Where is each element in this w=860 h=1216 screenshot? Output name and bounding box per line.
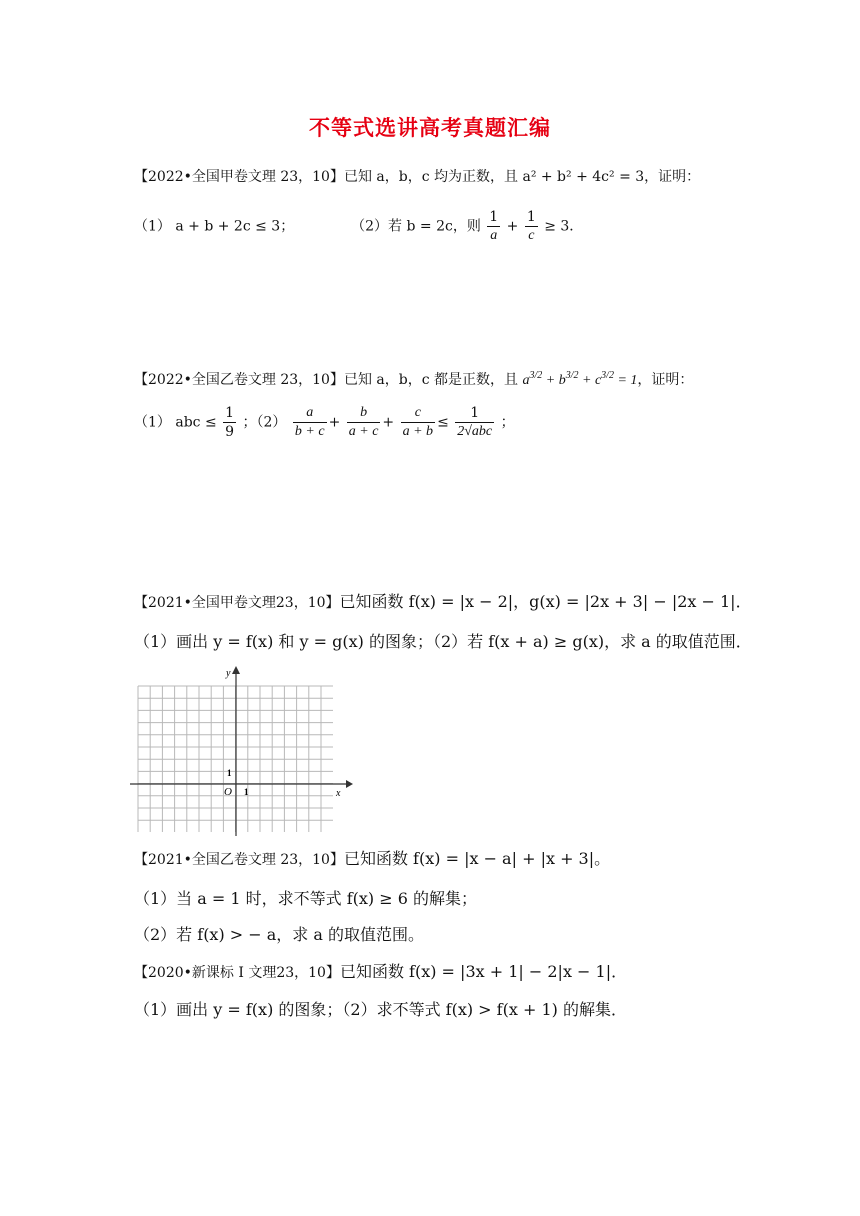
- coordinate-grid: [128, 662, 353, 838]
- problem-2-frac-a: $\frac{a}{b + c}$: [294, 405, 325, 439]
- problem-1-frac-1-over-a: $\frac{1}{a}$: [489, 209, 499, 243]
- problem-1-q2-suffix: ≥ 3．: [544, 218, 584, 235]
- problem-2-questions: （1） abc ≤ $\frac{1}{9}$ ；（2） $\frac{a}{b + c}$ + $\frac{b}{a + c}$ + $\frac{c}{a + b}$ ≤ $\frac{1}{\text{2√abc}}$ ；: [134, 405, 515, 440]
- problem-5-header: [134, 962, 627, 983]
- problem-5-tag: 【2020•新课标 I 文理23，10】: [134, 965, 340, 981]
- problem-1-questions: （1） a + b + 2c ≤ 3； （2）若 b = 2c，则 $\frac{1}{a}$ + $\frac{1}{c}$ ≥ 3．: [134, 209, 584, 243]
- problem-2-frac-1-over-9: $\frac{1}{9}$: [225, 405, 235, 440]
- origin-label: O: [224, 786, 232, 798]
- problem-2-q2-prefix: ；（2）: [242, 414, 287, 431]
- problem-1-stem: 已知 a，b，c 均为正数，且 a² + b² + 4c² = 3，证明：: [343, 169, 701, 185]
- problem-2-frac-rhs: $\frac{1}{\text{2√abc}}$: [457, 405, 493, 439]
- tick-y-1: 1: [227, 768, 232, 778]
- problem-2-stem-prefix: 已知 a，b，c 都是正数，且: [343, 372, 519, 388]
- page-title: 不等式选讲高考真题汇编: [309, 116, 551, 140]
- problem-2-q1-prefix: （1） abc ≤: [134, 414, 217, 431]
- problem-2-stem-suffix: ，证明：: [637, 372, 694, 388]
- problem-1-frac-1-over-c: $\frac{1}{c}$: [526, 209, 536, 243]
- problem-4-header: [134, 849, 610, 870]
- problem-4-stem: 已知函数 f(x) = |x − a| + |x + 3|。: [343, 849, 611, 868]
- problem-3-header: [134, 592, 752, 613]
- problem-4-q2: （2）若 f(x) > − a，求 a 的取值范围。: [134, 925, 425, 944]
- problem-2-q2-suffix: ；: [500, 414, 515, 431]
- problem-1-header: [134, 167, 700, 187]
- problem-4-q1: （1）当 a = 1 时，求不等式 f(x) ≥ 6 的解集；: [134, 889, 478, 908]
- y-axis-label: y: [226, 668, 231, 679]
- problem-1-tag: 【2022•全国甲卷文理 23，10】: [134, 169, 344, 185]
- tick-x-1: 1: [244, 787, 249, 797]
- problem-2-condition: $a^{3/2} + b^{3/2} + c^{3/2} = 1$: [522, 370, 638, 388]
- x-axis-label: x: [336, 788, 341, 799]
- problem-5-question: （1）画出 y = f(x) 的图象；（2）求不等式 f(x) > f(x + 1) 的解集．: [134, 1000, 627, 1019]
- problem-3-tag: 【2021•全国甲卷文理23，10】: [134, 595, 340, 611]
- problem-1-q1: （1） a + b + 2c ≤ 3；: [134, 218, 295, 235]
- problem-2-frac-c: $\frac{c}{a + b}$: [402, 405, 434, 439]
- grid-svg: [128, 662, 353, 838]
- problem-2-frac-b: $\frac{b}{a + c}$: [348, 405, 379, 439]
- problem-2-header: [134, 366, 693, 391]
- problem-4-tag: 【2021•全国乙卷文理 23，10】: [134, 852, 344, 868]
- y-axis-arrow: [232, 666, 240, 674]
- problem-5-stem: 已知函数 f(x) = |3x + 1| − 2|x − 1|．: [339, 962, 628, 981]
- x-axis-arrow: [346, 780, 353, 788]
- problem-1-q2-prefix: （2）若 b = 2c，则: [351, 218, 481, 235]
- problem-3-question: （1）画出 y = f(x) 和 y = g(x) 的图象；（2）若 f(x + a) ≥ g(x)，求 a 的取值范围．: [134, 632, 752, 651]
- problem-2-tag: 【2022•全国乙卷文理 23，10】: [134, 372, 344, 388]
- problem-3-stem: 已知函数 f(x) = |x − 2|，g(x) = |2x + 3| − |2x − 1|．: [339, 592, 752, 611]
